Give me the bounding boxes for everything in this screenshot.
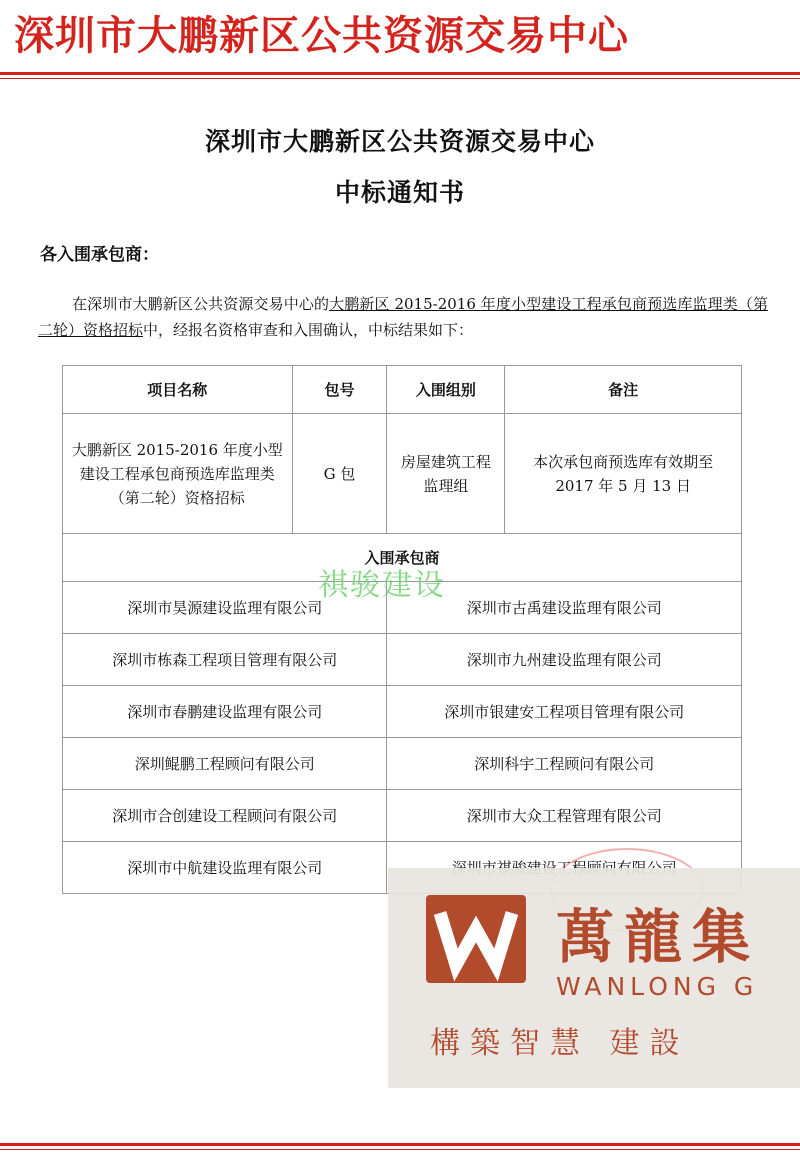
table-row [63,634,742,686]
firm-cell: 深圳市合创建设工程顾问有限公司 [63,790,387,842]
intro-project-name: 大鹏新区 2015-2016 年度小型建设工程承包商预选库监理类（第二轮）资格招标 [38,295,768,339]
salutation: 各入围承包商： [40,245,159,265]
footer-rule [0,1143,800,1146]
intro-paragraph [38,291,768,343]
package-cell: G 包 [292,414,387,534]
firm-cell: 深圳市春鹏建设监理有限公司 [63,686,387,738]
header-package: 包号 [292,366,387,414]
firm-cell: 深圳科宇工程顾问有限公司 [387,738,742,790]
results-table [62,365,742,894]
project-row [63,414,742,534]
table-header-row [63,366,742,414]
watermark-text: 祺骏建设 [318,568,446,603]
logo-overlay-panel [388,868,800,1088]
firm-cell: 深圳鲲鹏工程顾问有限公司 [63,738,387,790]
letterhead-rule [0,72,800,75]
firm-cell: 深圳市九州建设监理有限公司 [387,634,742,686]
table-row [63,738,742,790]
letterhead-org-name: 深圳市大鹏新区公共资源交易中心 [14,12,629,59]
firm-cell: 深圳市昊源建设监理有限公司 [63,582,387,634]
firm-cell: 深圳市大众工程管理有限公司 [387,790,742,842]
intro-suffix: 中，经报名资格审查和入围确认，中标结果如下： [143,321,474,339]
table-row [63,686,742,738]
firm-cell: 深圳市银建安工程项目管理有限公司 [387,686,742,738]
brand-name-en: WANLONG G [556,972,759,1001]
firm-cell: 深圳市中航建设监理有限公司 [63,842,387,894]
firms-sub-header: 入围承包商 [63,534,742,582]
header-project-name: 项目名称 [63,366,293,414]
intro-prefix: 在深圳市大鹏新区公共资源交易中心的 [72,295,330,313]
firm-cell: 深圳市古禹建设监理有限公司 [387,582,742,634]
header-group: 入围组别 [387,366,505,414]
header-note: 备注 [505,366,742,414]
project-name-cell: 大鹏新区 2015-2016 年度小型建设工程承包商预选库监理类（第二轮）资格招标 [63,414,293,534]
brand-slogan: 構築智慧 建設 [430,1026,690,1061]
doc-title-notice: 中标通知书 [334,178,465,207]
note-cell: 本次承包商预选库有效期至 2017 年 5 月 13 日 [505,414,742,534]
brand-name-cn: 萬龍集 [556,903,761,971]
table-row [63,790,742,842]
wanlong-w-logo-icon [426,895,526,983]
doc-title-org: 深圳市大鹏新区公共资源交易中心 [204,127,595,156]
letterhead-rule-thin [0,78,800,79]
firm-cell: 深圳市栋森工程项目管理有限公司 [63,634,387,686]
group-cell: 房屋建筑工程监理组 [387,414,505,534]
footer-rule-thin [0,1149,800,1150]
